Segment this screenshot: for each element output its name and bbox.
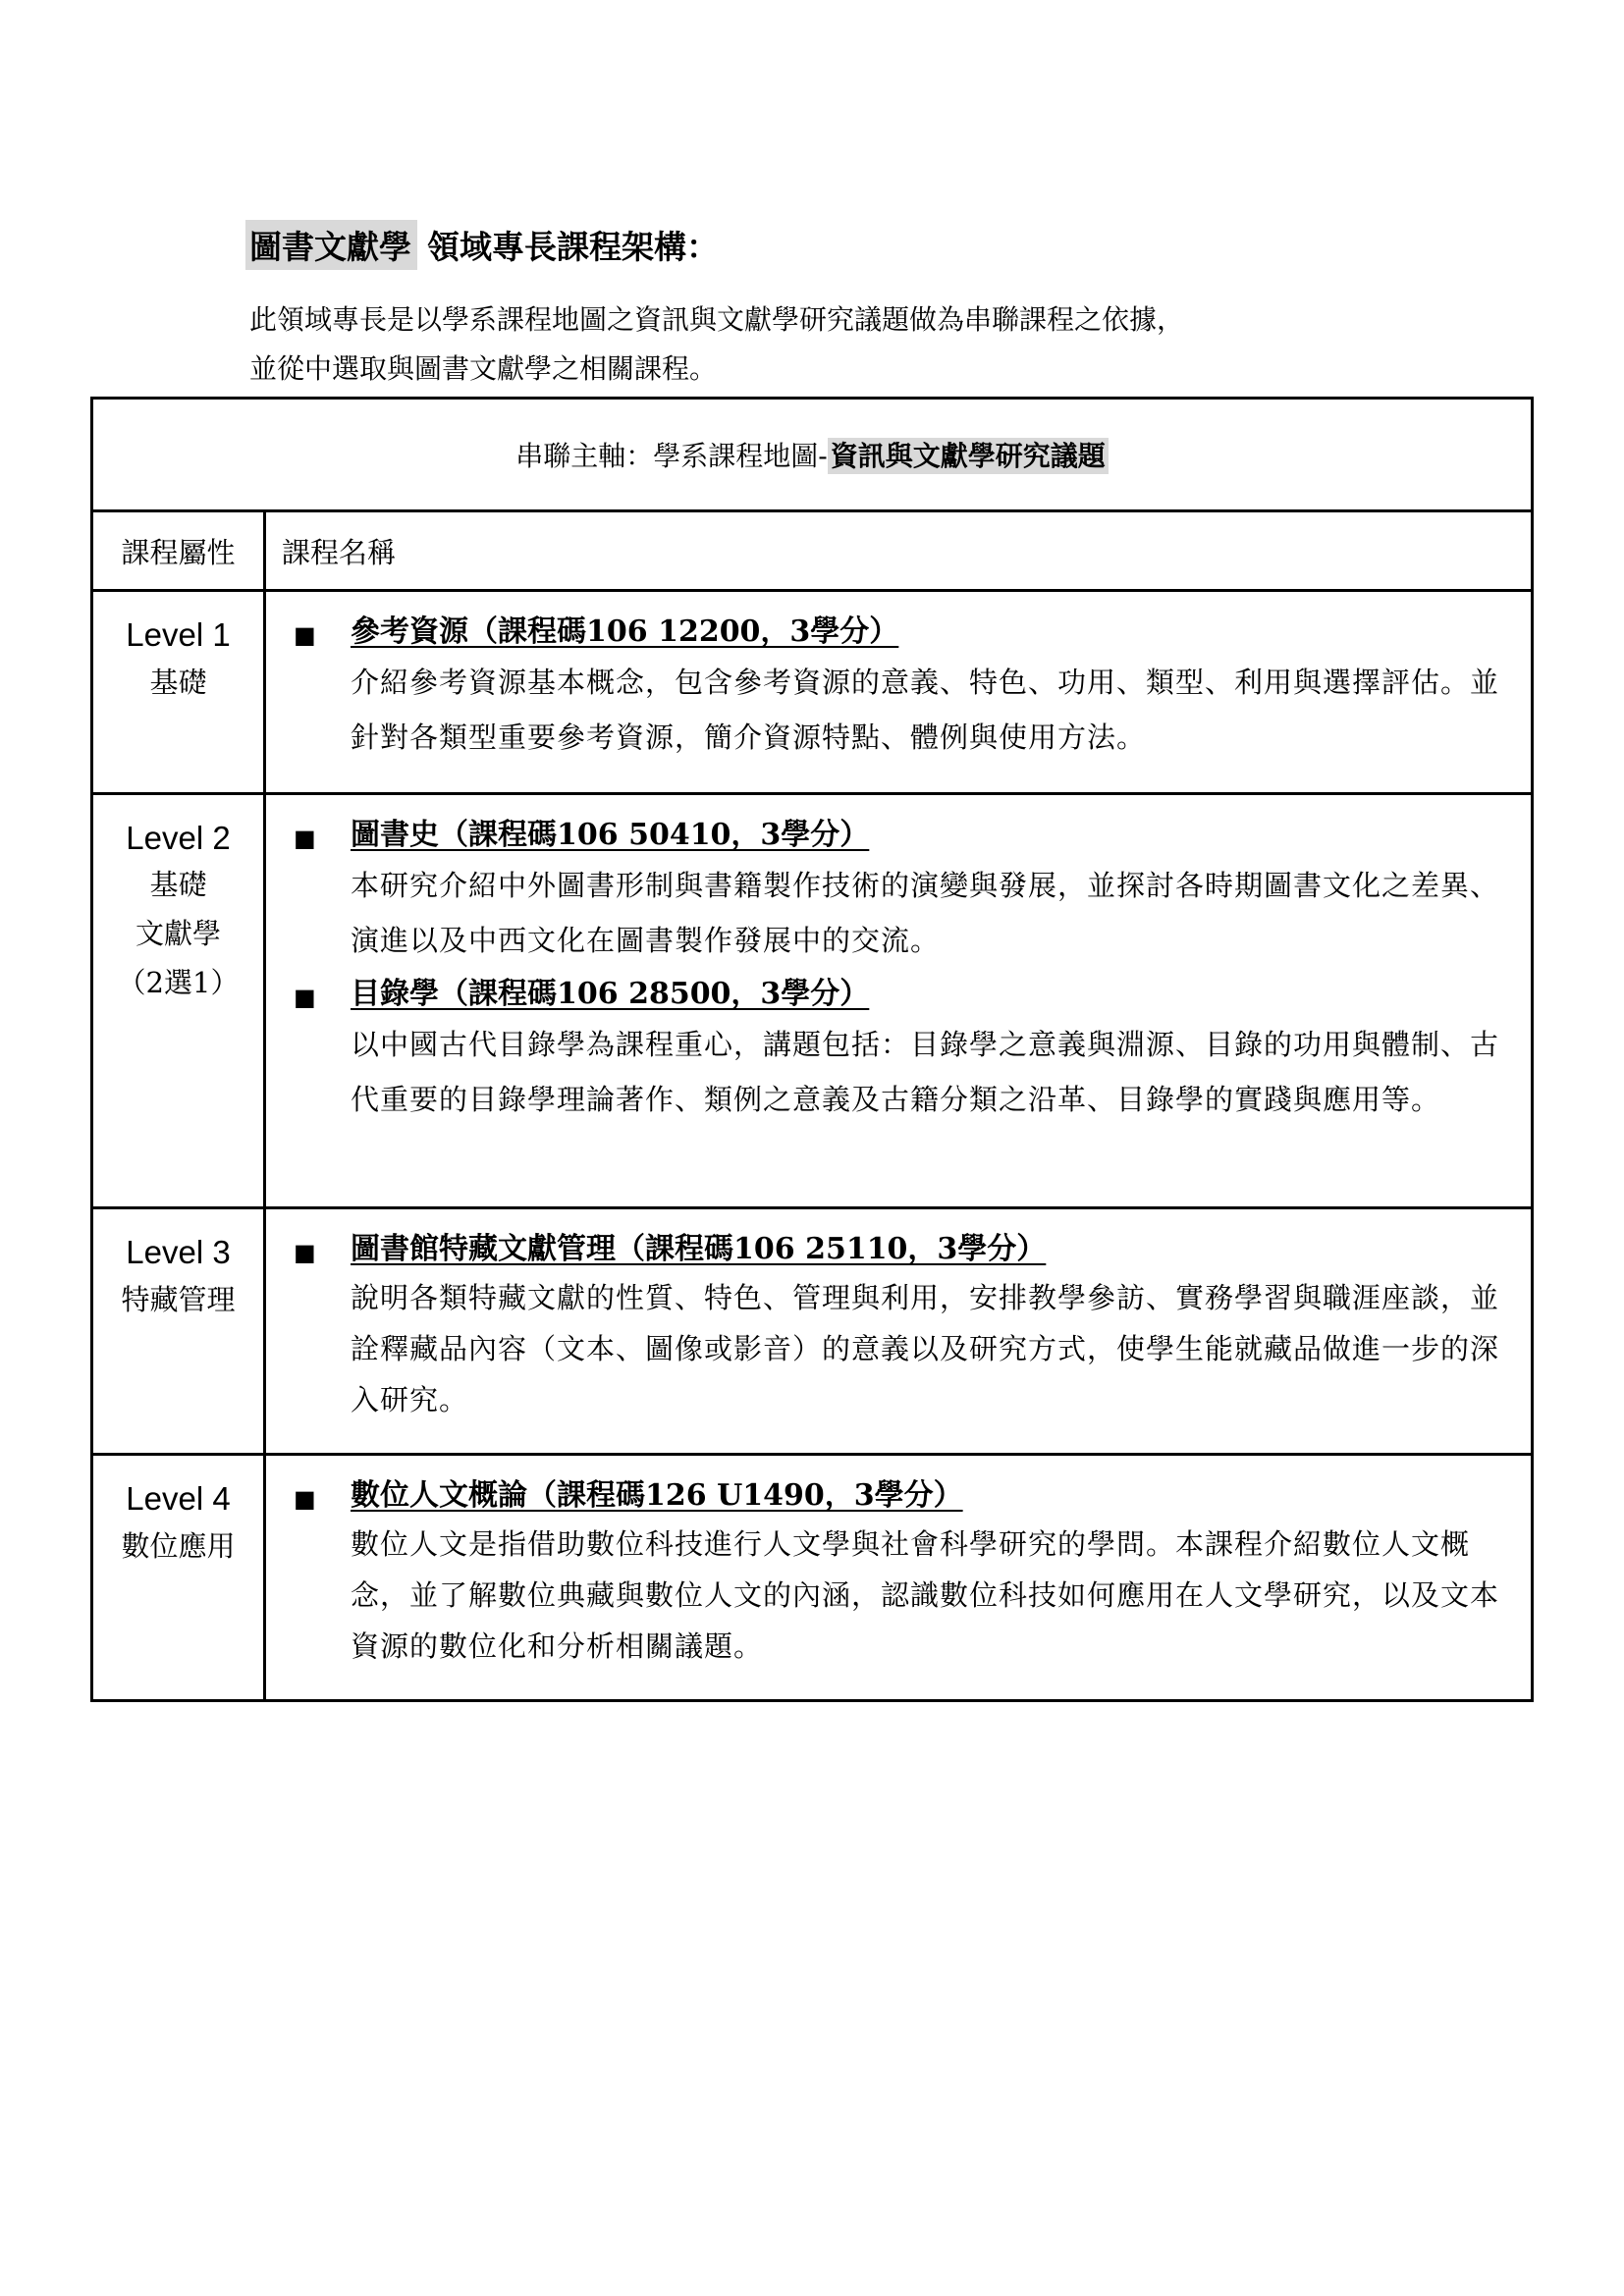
level-row-3 — [92, 1208, 1533, 1455]
level-row-2 — [92, 794, 1533, 1208]
level-attr-text: 基礎 — [149, 868, 207, 901]
square-bullet-icon: ■ — [294, 825, 316, 852]
title-rest: 領域專長課程架構： — [427, 227, 719, 266]
course-description: 介紹參考資源基本概念，包含參考資源的意義、特色、功用、類型、利用與選擇評估。並針對各類型重要參考資源，簡介資源特點、體例與使用方法。 — [351, 666, 1500, 754]
intro-line-1: 此領域專長是以學系課程地圖之資訊與文獻學研究議題做為串聯課程之依據， — [249, 303, 1185, 336]
level-label: Level 1 — [126, 616, 231, 653]
axis-prefix: 串聯主軸：學系課程地圖- — [515, 440, 828, 472]
course-title: 目錄學（課程碼106 28500，3學分） — [351, 977, 870, 1011]
course-title: 圖書史（課程碼106 50410，3學分） — [351, 818, 870, 852]
level-attr-cell — [92, 1208, 265, 1455]
level-attr-cell — [92, 591, 265, 794]
course-description: 以中國古代目錄學為課程重心，講題包括：目錄學之意義與淵源、目錄的功用與體制、古代重要的目錄學理論著作、類例之意義及古籍分類之沿革、目錄學的實踐與應用等。 — [351, 1028, 1500, 1116]
course-item — [280, 972, 1511, 1127]
page-title — [245, 218, 719, 271]
level-attr-text: 文獻學 — [135, 917, 221, 950]
level-attr-text: （2選1） — [117, 966, 240, 999]
level-label: Level 3 — [126, 1234, 231, 1270]
course-description: 本研究介紹中外圖書形制與書籍製作技術的演變與發展，並探討各時期圖書文化之差異、演進以及中西文化在圖書製作發展中的交流。 — [351, 869, 1500, 957]
course-list-cell — [265, 794, 1533, 1208]
intro-line-2: 並從中選取與圖書文獻學之相關課程。 — [249, 352, 718, 385]
level-attr-cell — [92, 794, 265, 1208]
course-title: 參考資源（課程碼106 12200，3學分） — [351, 614, 899, 649]
course-structure-table — [90, 397, 1534, 1702]
level-attr-text: 特藏管理 — [121, 1283, 236, 1316]
title-highlight: 圖書文獻學 — [245, 220, 417, 270]
course-item — [280, 610, 1511, 765]
course-description: 數位人文是指借助數位科技進行人文學與社會科學研究的學問。本課程介紹數位人文概念，並了解數位典藏與數位人文的內涵，認識數位科技如何應用在人文學研究，以及文本資源的數位化和分析相關議題。 — [351, 1527, 1500, 1663]
square-bullet-icon: ■ — [294, 984, 316, 1011]
course-item — [280, 1227, 1511, 1425]
square-bullet-icon: ■ — [294, 621, 316, 649]
axis-cell — [92, 399, 1533, 511]
level-row-4 — [92, 1455, 1533, 1701]
level-label: Level 4 — [126, 1480, 231, 1517]
header-row — [92, 511, 1533, 591]
course-list-cell — [265, 1455, 1533, 1701]
course-list-cell — [265, 591, 1533, 794]
square-bullet-icon: ■ — [294, 1239, 316, 1266]
axis-highlight: 資訊與文獻學研究議題 — [828, 438, 1109, 474]
level-attr-cell — [92, 1455, 265, 1701]
course-item — [280, 1473, 1511, 1672]
level-attr-text: 數位應用 — [121, 1529, 236, 1563]
square-bullet-icon: ■ — [294, 1485, 316, 1513]
course-list-cell — [265, 1208, 1533, 1455]
level-row-1 — [92, 591, 1533, 794]
level-label: Level 2 — [126, 820, 231, 856]
course-item — [280, 813, 1511, 968]
course-title: 圖書館特藏文獻管理（課程碼106 25110，3學分） — [351, 1232, 1047, 1266]
header-course-attribute: 課程屬性 — [92, 511, 265, 591]
header-course-name: 課程名稱 — [265, 511, 1533, 591]
axis-row — [92, 399, 1533, 511]
course-description: 說明各類特藏文獻的性質、特色、管理與利用，安排教學參訪、實務學習與職涯座談，並詮釋藏品內容（文本、圖像或影音）的意義以及研究方式，使學生能就藏品做進一步的深入研究。 — [351, 1281, 1500, 1416]
level-attr-text: 基礎 — [149, 666, 207, 699]
course-title: 數位人文概論（課程碼126 U1490，3學分） — [351, 1478, 963, 1513]
